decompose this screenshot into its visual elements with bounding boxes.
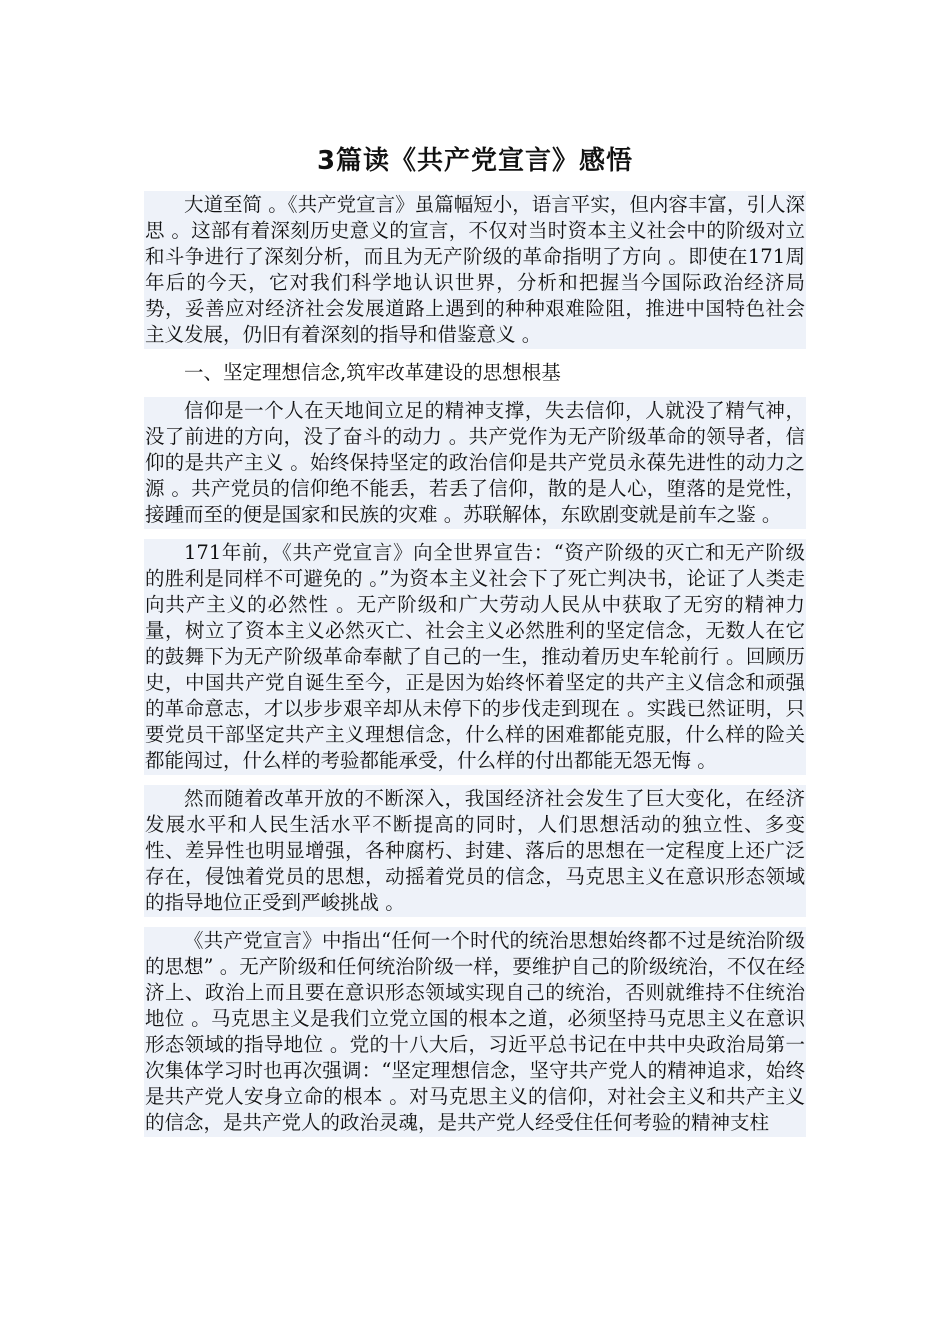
paragraph-faith: 信仰是一个人在天地间立足的精神支撑，失去信仰，人就没了精气神，没了前进的方向，没了奋斗的动力 。共产党作为无产阶级革命的领导者，信仰的是共产主义 。始终保持坚定的政治信仰是共产党员永葆先进性的动力之源 。共产党员的信仰绝不能丢，若丢了信仰，散的是人心，堕落的是党性，接踵而至的便是国家和民族的灾难 。苏联解体，东欧剧变就是前车之鉴 。 bbox=[145, 399, 805, 526]
document-body bbox=[145, 192, 805, 1148]
paragraph-ideology: 《共产党宣言》中指出“任何一个时代的统治思想始终都不过是统治阶级的思想” 。无产阶级和任何统治阶级一样，要维护自己的阶级统治，不仅在经济上、政治上而且要在意识形态领域实现自己的统治，否则就维持不住统治地位 。马克思主义是我们立党立国的根本之道，必须坚持马克思主义在意识形态领域的指导地位 。党的十八大后，习近平总书记在中共中央政治局第一次集体学习时也再次强调：“坚定理想信念，坚守共产党人的精神追求，始终是共产党人安身立命的根本 。对马克思主义的信仰，对社会主义和共产主义的信念，是共产党人的政治灵魂，是共产党人经受住任何考验的精神支柱 bbox=[145, 929, 805, 1134]
paragraph-intro: 大道至简 。《共产党宣言》虽篇幅短小，语言平实，但内容丰富，引人深思 。这部有着深刻历史意义的宣言，不仅对当时资本主义社会中的阶级对立和斗争进行了深刻分析，而且为无产阶级的革命指明了方向 。即使在171周年后的今天，它对我们科学地认识世界，分析和把握当今国际政治经济局势，妥善应对经济社会发展道路上遇到的种种艰难险阻，推进中国特色社会主义发展，仍旧有着深刻的指导和借鉴意义 。 bbox=[145, 193, 805, 346]
section-heading-1: 一、坚定理想信念,筑牢改革建设的思想根基 bbox=[184, 361, 561, 384]
paragraph-reform: 然而随着改革开放的不断深入，我国经济社会发生了巨大变化，在经济发展水平和人民生活水平不断提高的同时，人们思想活动的独立性、多变性、差异性也明显增强，各种腐朽、封建、落后的思想在一定程度上还广泛存在，侵蚀着党员的思想，动摇着党员的信念，马克思主义在意识形态领域的指导地位正受到严峻挑战 。 bbox=[145, 787, 805, 914]
document-title: 3篇读《共产党宣言》感悟 bbox=[316, 146, 634, 176]
paragraph-171-years: 171年前，《共产党宣言》向全世界宣告：“资产阶级的灭亡和无产阶级的胜利是同样不可避免的 。”为资本主义社会下了死亡判决书，论证了人类走向共产主义的必然性 。无产阶级和广大劳动人民从中获取了无穷的精神力量，树立了资本主义必然灭亡、社会主义必然胜利的坚定信念，无数人在它的鼓舞下为无产阶级革命奉献了自己的一生，推动着历史车轮前行 。回顾历史，中国共产党自诞生至今，正是因为始终怀着坚定的共产主义信念和顽强的革命意志，才以步步艰辛却从未停下的步伐走到现在 。实践已然证明，只要党员干部坚定共产主义理想信念，什么样的困难都能克服，什么样的险关都能闯过，什么样的考验都能承受，什么样的付出都能无怨无悔 。 bbox=[145, 541, 805, 772]
